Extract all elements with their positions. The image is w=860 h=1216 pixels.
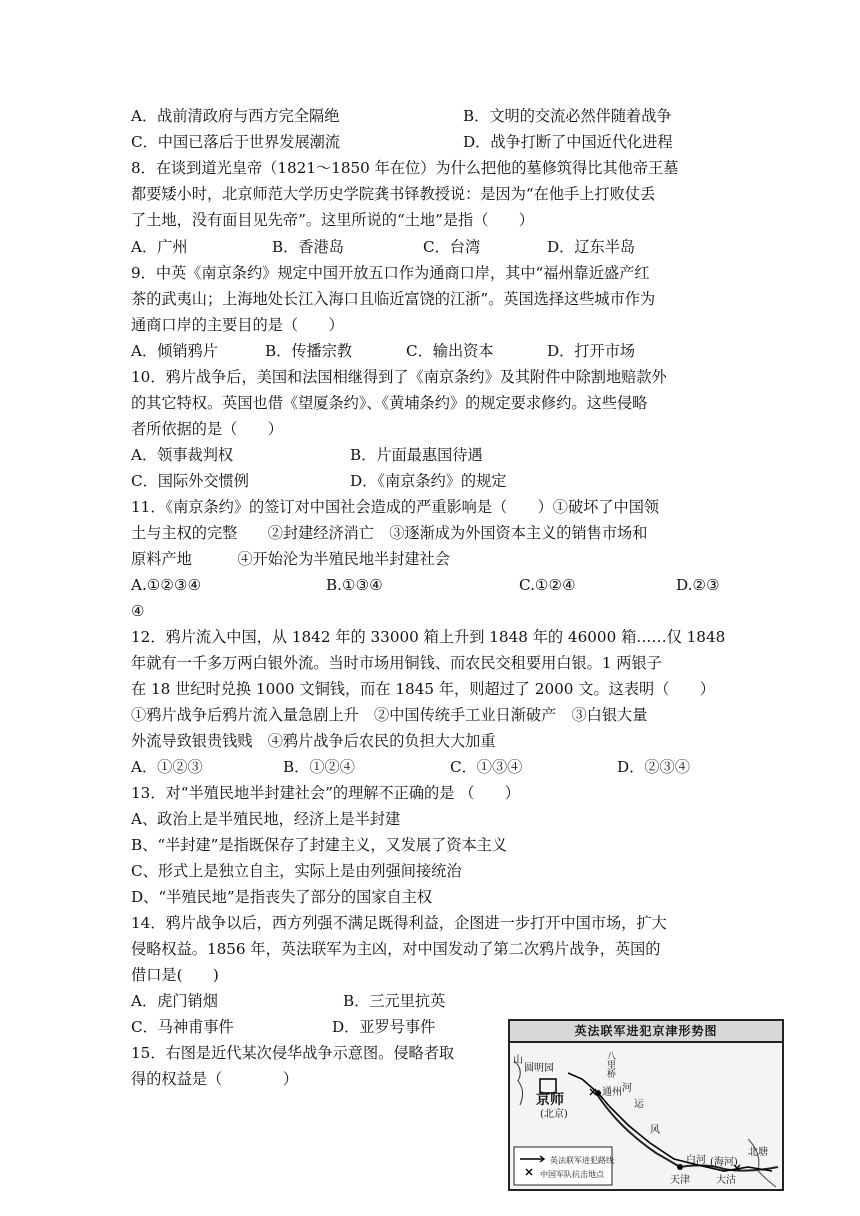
q7-option-c: C．中国已落后于世界发展潮流 <box>131 133 341 151</box>
q11-stem-line: 原料产地 ④开始沦为半殖民地半封建社会 <box>131 550 450 568</box>
map-label-jingshi: 京师 <box>536 1092 564 1108</box>
q9-option-d: D．打开市场 <box>547 342 636 360</box>
q7-option-d: D．战争打断了中国近代化进程 <box>463 133 673 151</box>
q11-stem-line: 土与主权的完整 ②封建经济消亡 ③逐渐成为外国资本主义的销售市场和 <box>131 524 648 542</box>
q9-stem-line: 9．中英《南京条约》规定中国开放五口作为通商口岸，其中“福州靠近盛产红 <box>131 264 650 282</box>
q13-option-a: A、政治上是半殖民地，经济上是半封建 <box>131 810 401 828</box>
q9-option-b: B．传播宗教 <box>265 342 353 360</box>
q11-option-c: C.①②④ <box>519 576 576 594</box>
q12-option-d: D．②③④ <box>617 758 690 776</box>
q10-stem-line: 10．鸦片战争后，美国和法国相继得到了《南京条约》及其附件中除割地赔款外 <box>131 368 667 386</box>
q8-option-b: B．香港岛 <box>272 238 344 256</box>
map-label-baliqiao: 八里桥 <box>605 1051 615 1078</box>
q10-option-c: C．国际外交惯例 <box>131 472 249 490</box>
q9-option-c: C．输出资本 <box>406 342 494 360</box>
q9-stem-line: 茶的武夷山；上海地处长江入海口且临近富饶的江浙”。英国选择这些城市作为 <box>131 290 656 308</box>
q10-stem-line: 的其它特权。英国也借《望厦条约》、《黄埔条约》的规定要求修约。这些侵略 <box>131 394 648 412</box>
q10-option-b: B．片面最惠国待遇 <box>350 446 483 464</box>
q13-option-b: B、“半封建”是指既保存了封建主义，又发展了资本主义 <box>131 836 508 854</box>
map-label-feng: 风 <box>650 1125 660 1136</box>
q13-option-d: D、“半殖民地”是指丧失了部分的国家自主权 <box>131 888 433 906</box>
q12-option-c: C．①③④ <box>450 758 523 776</box>
q8-option-a: A．广州 <box>131 238 188 256</box>
q11-option-d-wrap: ④ <box>131 602 145 620</box>
q14-stem-line: 借口是( ) <box>131 966 219 984</box>
map-label-yuanmingyuan: 圆明园 <box>524 1063 554 1074</box>
q10-stem-line: 者所依据的是（ ） <box>131 420 283 438</box>
q8-stem-line: 都要矮小时，北京师范大学历史学院龚书铎教授说：是因为“在他手上打败仗丢 <box>131 185 656 203</box>
q11-option-d: D.②③ <box>676 576 720 594</box>
map-label-yun: 运 <box>634 1099 644 1110</box>
map-label-shan: 山 <box>513 1055 523 1066</box>
q7-option-a: A．战前清政府与西方完全隔绝 <box>131 107 340 125</box>
q11-stem-line: 11．《南京条约》的签订对中国社会造成的严重影响是（ ）①破坏了中国领 <box>131 498 660 516</box>
map-label-beijing: (北京) <box>540 1109 568 1120</box>
map-legend-route: 英法联军进犯路线 <box>550 1156 614 1165</box>
q14-option-a: A．虎门销烟 <box>131 992 218 1010</box>
war-map-figure <box>508 1019 784 1191</box>
q14-option-c: C．马神甫事件 <box>131 1018 234 1036</box>
q12-stem-line: 年就有一千多万两白银外流。当时市场用铜钱、而农民交租要用白银。1 两银子 <box>131 654 662 672</box>
map-label-baihe: 白河 <box>686 1155 706 1166</box>
q12-option-a: A．①②③ <box>131 758 203 776</box>
q8-option-c: C．台湾 <box>423 238 481 256</box>
map-label-he: 河 <box>622 1083 632 1094</box>
q10-option-d: D．《南京条约》的规定 <box>350 472 507 490</box>
map-label-beitang: 北塘 <box>748 1147 768 1158</box>
q12-stem-line: ①鸦片战争后鸦片流入量急剧上升 ②中国传统手工业日渐破产 ③白银大量 <box>131 706 648 724</box>
map-label-tianjin: 天津 <box>670 1175 690 1186</box>
q7-option-b: B．文明的交流必然伴随着战争 <box>463 107 672 125</box>
q11-option-a: A.①②③④ <box>131 576 202 594</box>
q15-stem-line: 15．右图是近代某次侵华战争示意图。侵略者取 <box>131 1044 455 1062</box>
q9-stem-line: 通商口岸的主要目的是（ ） <box>131 316 344 334</box>
q12-stem-line: 在 18 世纪时兑换 1000 文铜钱，而在 1845 年，则超过了 2000 文。这表明（ ） <box>131 680 715 698</box>
q8-option-d: D．辽东半岛 <box>547 238 636 256</box>
q14-option-b: B．三元里抗英 <box>343 992 446 1010</box>
q8-stem-line: 8．在谈到道光皇帝（1821～1850 年在位）为什么把他的墓修筑得比其他帝王墓 <box>131 159 679 177</box>
q9-option-a: A．倾销鸦片 <box>131 342 218 360</box>
q10-option-a: A．领事裁判权 <box>131 446 234 464</box>
q14-stem-line: 侵略权益。1856 年，英法联军为主凶，对中国发动了第二次鸦片战争，英国的 <box>131 940 661 958</box>
map-label-dagu: 大沽 <box>716 1175 736 1186</box>
map-label-tongzhou: 通州 <box>602 1087 622 1098</box>
q13-stem-line: 13．对“半殖民地半封建社会”的理解不正确的是 （ ） <box>131 784 520 802</box>
map-label-haihe: (海河) <box>710 1157 738 1168</box>
q15-stem-line: 得的权益是（ ） <box>131 1070 299 1088</box>
q13-option-c: C、形式上是独立自主，实际上是由列强间接统治 <box>131 862 462 880</box>
q14-option-d: D．亚罗号事件 <box>332 1018 436 1036</box>
map-title: 英法联军进犯京津形势图 <box>510 1021 782 1043</box>
q12-stem-line: 12．鸦片流入中国，从 1842 年的 33000 箱上升到 1848 年的 46000 箱……仅 1848 <box>131 628 726 646</box>
q12-option-b: B．①②④ <box>283 758 355 776</box>
q12-stem-line: 外流导致银贵钱贱 ④鸦片战争后农民的负担大大加重 <box>131 732 496 750</box>
q8-stem-line: 了土地，没有面目见先帝”。这里所说的“土地”是指（ ） <box>131 211 534 229</box>
q14-stem-line: 14．鸦片战争以后，西方列强不满足既得利益，企图进一步打开中国市场，扩大 <box>131 914 667 932</box>
q11-option-b: B.①③④ <box>326 576 383 594</box>
map-legend-battle: 中国军队抗击地点 <box>540 1170 604 1179</box>
